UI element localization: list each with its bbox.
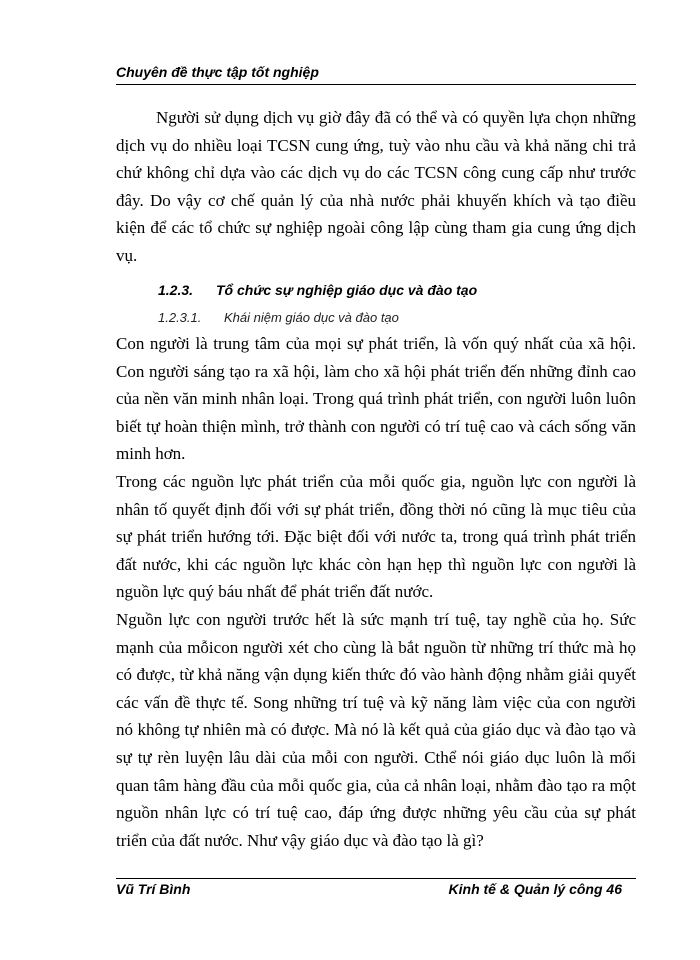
header-title: Chuyên đề thực tập tốt nghiệp — [116, 64, 319, 80]
page-footer — [116, 881, 636, 903]
main-body — [116, 330, 636, 854]
paragraph: Trong các nguồn lực phát triển của mỗi quốc gia, nguồn lực con người là nhân tố quyết định đối với sự phát triển, đồng thời nó cũng là mục tiêu của sự phát triển hướng tới. Đặc biệt đối với nước ta, trong quá trình phát triển đất nước, khi các nguồn lực khác còn hạn hẹp thì nguồn lực con người là nguồn lực quý báu nhất để phát triển đất nước. — [116, 471, 636, 602]
section-title: Tổ chức sự nghiệp giáo dục và đào tạo — [216, 282, 478, 298]
footer-author: Vũ Trí Bình — [116, 881, 191, 897]
header-rule — [116, 84, 636, 85]
footer-right-text: Kinh tế & Quản lý công 46 — [448, 881, 622, 897]
section-heading — [158, 282, 477, 298]
subsection-heading — [158, 310, 399, 325]
page-header — [116, 62, 636, 82]
paragraph: Con người là trung tâm của mọi sự phát triển, là vốn quý nhất của xã hội. Con người sáng tạo ra xã hội, làm cho xã hội phát triển đến những đỉnh cao của nền văn minh nhân loại. Trong quá trình phát triển, con người luôn luôn biết tự hoàn thiện mình, trở thành con người có trí tuệ cao và cách sống văn minh hơn. — [116, 334, 636, 464]
subsection-number: 1.2.3.1. — [158, 310, 202, 325]
footer-rule — [116, 878, 636, 879]
intro-paragraph: Người sử dụng dịch vụ giờ đây đã có thể và có quyền lựa chọn những dịch vụ do nhiều loại TCSN cung ứng, tuỳ vào nhu cầu và khả năng chi trả chứ không chỉ dựa vào các dịch vụ do các TCSN công cung cấp như trước đây. Do vậy cơ chế quản lý của nhà nước phải khuyến khích và tạo điều kiện để các tổ chức sự nghiệp ngoài công lập cùng tham gia cung ứng dịch vụ. — [116, 108, 636, 265]
paragraph: Nguồn lực con người trước hết là sức mạnh trí tuệ, tay nghề của họ. Sức mạnh của mỗicon người xét cho cùng là bắt nguồn từ những trí thức mà họ có được, từ khả năng vận dụng kiến thức đó vào hành động nhằm giải quyết các vấn đề thực tế. Song những trí tuệ và kỹ năng làm việc của con người nó không tự nhiên mà có được. Mà nó là kết quả của giáo dục và đào tạo và sự tự rèn luyện lâu dài của mỗi con người. Cthể nói giáo dục luôn là mối quan tâm hàng đầu của mỗi quốc gia, của cả nhân loại, nhằm đào tạo ra một nguồn nhân lực có trí tuệ cao, đáp ứng được những yêu cầu của sự phát triển của đất nước. Như vậy giáo dục và đào tạo là gì? — [116, 609, 636, 850]
section-number: 1.2.3. — [158, 282, 194, 298]
intro-block — [116, 104, 636, 270]
subsection-title: Khái niệm giáo dục và đào tạo — [224, 310, 399, 325]
